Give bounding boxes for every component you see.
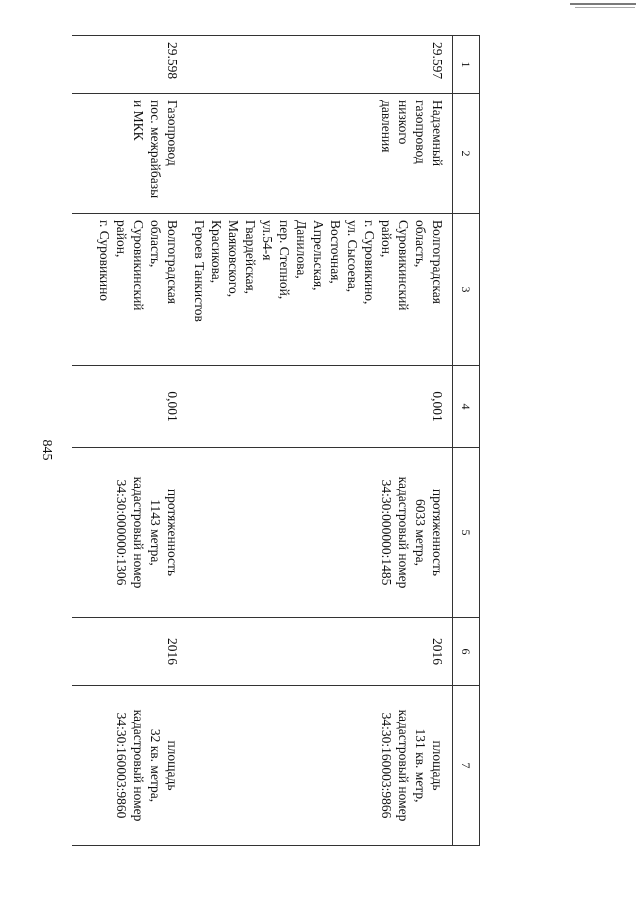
text-line: 131 кв. метр, — [413, 728, 428, 803]
header-cell: 4 — [453, 366, 480, 448]
year-value: 2016 — [187, 618, 453, 686]
page-number: 845 — [39, 439, 54, 461]
text-line: Апрельская, — [311, 220, 326, 291]
text-line: область, — [148, 220, 163, 268]
text-line: район, — [379, 220, 394, 258]
land-plot-info — [72, 686, 187, 846]
text-line: 6033 метра, — [413, 498, 428, 567]
text-line: и МКК — [131, 100, 146, 141]
header-cell: 5 — [453, 448, 480, 618]
text-line: г. Суровикино — [97, 220, 112, 302]
text-line: Волгоградская — [430, 220, 445, 304]
text-line: Гвардейская, — [243, 220, 258, 295]
object-address — [187, 214, 453, 366]
text-line: Данилова, — [294, 220, 309, 279]
text-line: Восточная, — [328, 220, 343, 284]
text-line: кадастровый номер — [396, 476, 411, 589]
scan-edge-line — [570, 3, 636, 5]
text-line: 34:30:000000:1306 — [114, 479, 129, 586]
year-value: 2016 — [72, 618, 187, 686]
header-cell: 2 — [453, 94, 480, 214]
table-row — [187, 36, 453, 846]
text-line: Волгоградская — [165, 220, 180, 304]
text-line: Суровикинский — [131, 220, 146, 311]
text-line: Красикова, — [209, 220, 224, 284]
header-cell: 6 — [453, 618, 480, 686]
text-line: давления — [379, 100, 394, 153]
text-line: 1143 метра, — [148, 499, 163, 566]
object-name — [72, 94, 187, 214]
text-line: протяженность — [165, 488, 180, 577]
text-line: кадастровый номер — [131, 709, 146, 822]
text-line: область, — [413, 220, 428, 268]
text-line: Суровикинский — [396, 220, 411, 311]
share-value: 0,001 — [187, 366, 453, 448]
table-header-row — [453, 36, 480, 846]
row-number: 29.597 — [187, 36, 453, 94]
text-line: ул. Сысоева, — [345, 220, 360, 293]
text-line: площадь — [165, 740, 180, 791]
text-line: Надземный — [430, 100, 445, 167]
text-line: 34:30:000000:1485 — [379, 479, 394, 586]
row-number: 29.598 — [72, 36, 187, 94]
text-line: кадастровый номер — [396, 709, 411, 822]
header-cell: 7 — [453, 686, 480, 846]
object-address — [72, 214, 187, 366]
table-row — [72, 36, 187, 846]
text-line: Маяковского, — [226, 220, 241, 298]
text-line: 34:30:160003:9860 — [114, 712, 129, 819]
scan-edge-line-secondary — [575, 7, 635, 8]
text-line: газопровод низкого — [396, 100, 428, 164]
land-plot-info — [187, 686, 453, 846]
share-value: 0,001 — [72, 366, 187, 448]
text-line: ул.54-я — [260, 220, 275, 261]
header-cell: 1 — [453, 36, 480, 94]
rotated-table-container — [90, 35, 480, 845]
text-line: протяженность — [430, 488, 445, 577]
text-line: 32 кв. метра, — [148, 728, 163, 803]
property-table — [72, 35, 480, 846]
text-line: 34:30:160003:9866 — [379, 712, 394, 819]
object-characteristics — [187, 448, 453, 618]
text-line: г. Суровикино, — [362, 220, 377, 305]
text-line: район, — [114, 220, 129, 258]
text-line: Героев Танкистов — [192, 220, 207, 322]
object-characteristics — [72, 448, 187, 618]
text-line: пос. межрайбазы — [148, 100, 163, 199]
text-line: площадь — [430, 740, 445, 791]
header-cell: 3 — [453, 214, 480, 366]
text-line: кадастровый номер — [131, 476, 146, 589]
object-name — [187, 94, 453, 214]
text-line: Газопровод — [165, 100, 180, 166]
text-line: пер. Степной, — [277, 220, 292, 300]
